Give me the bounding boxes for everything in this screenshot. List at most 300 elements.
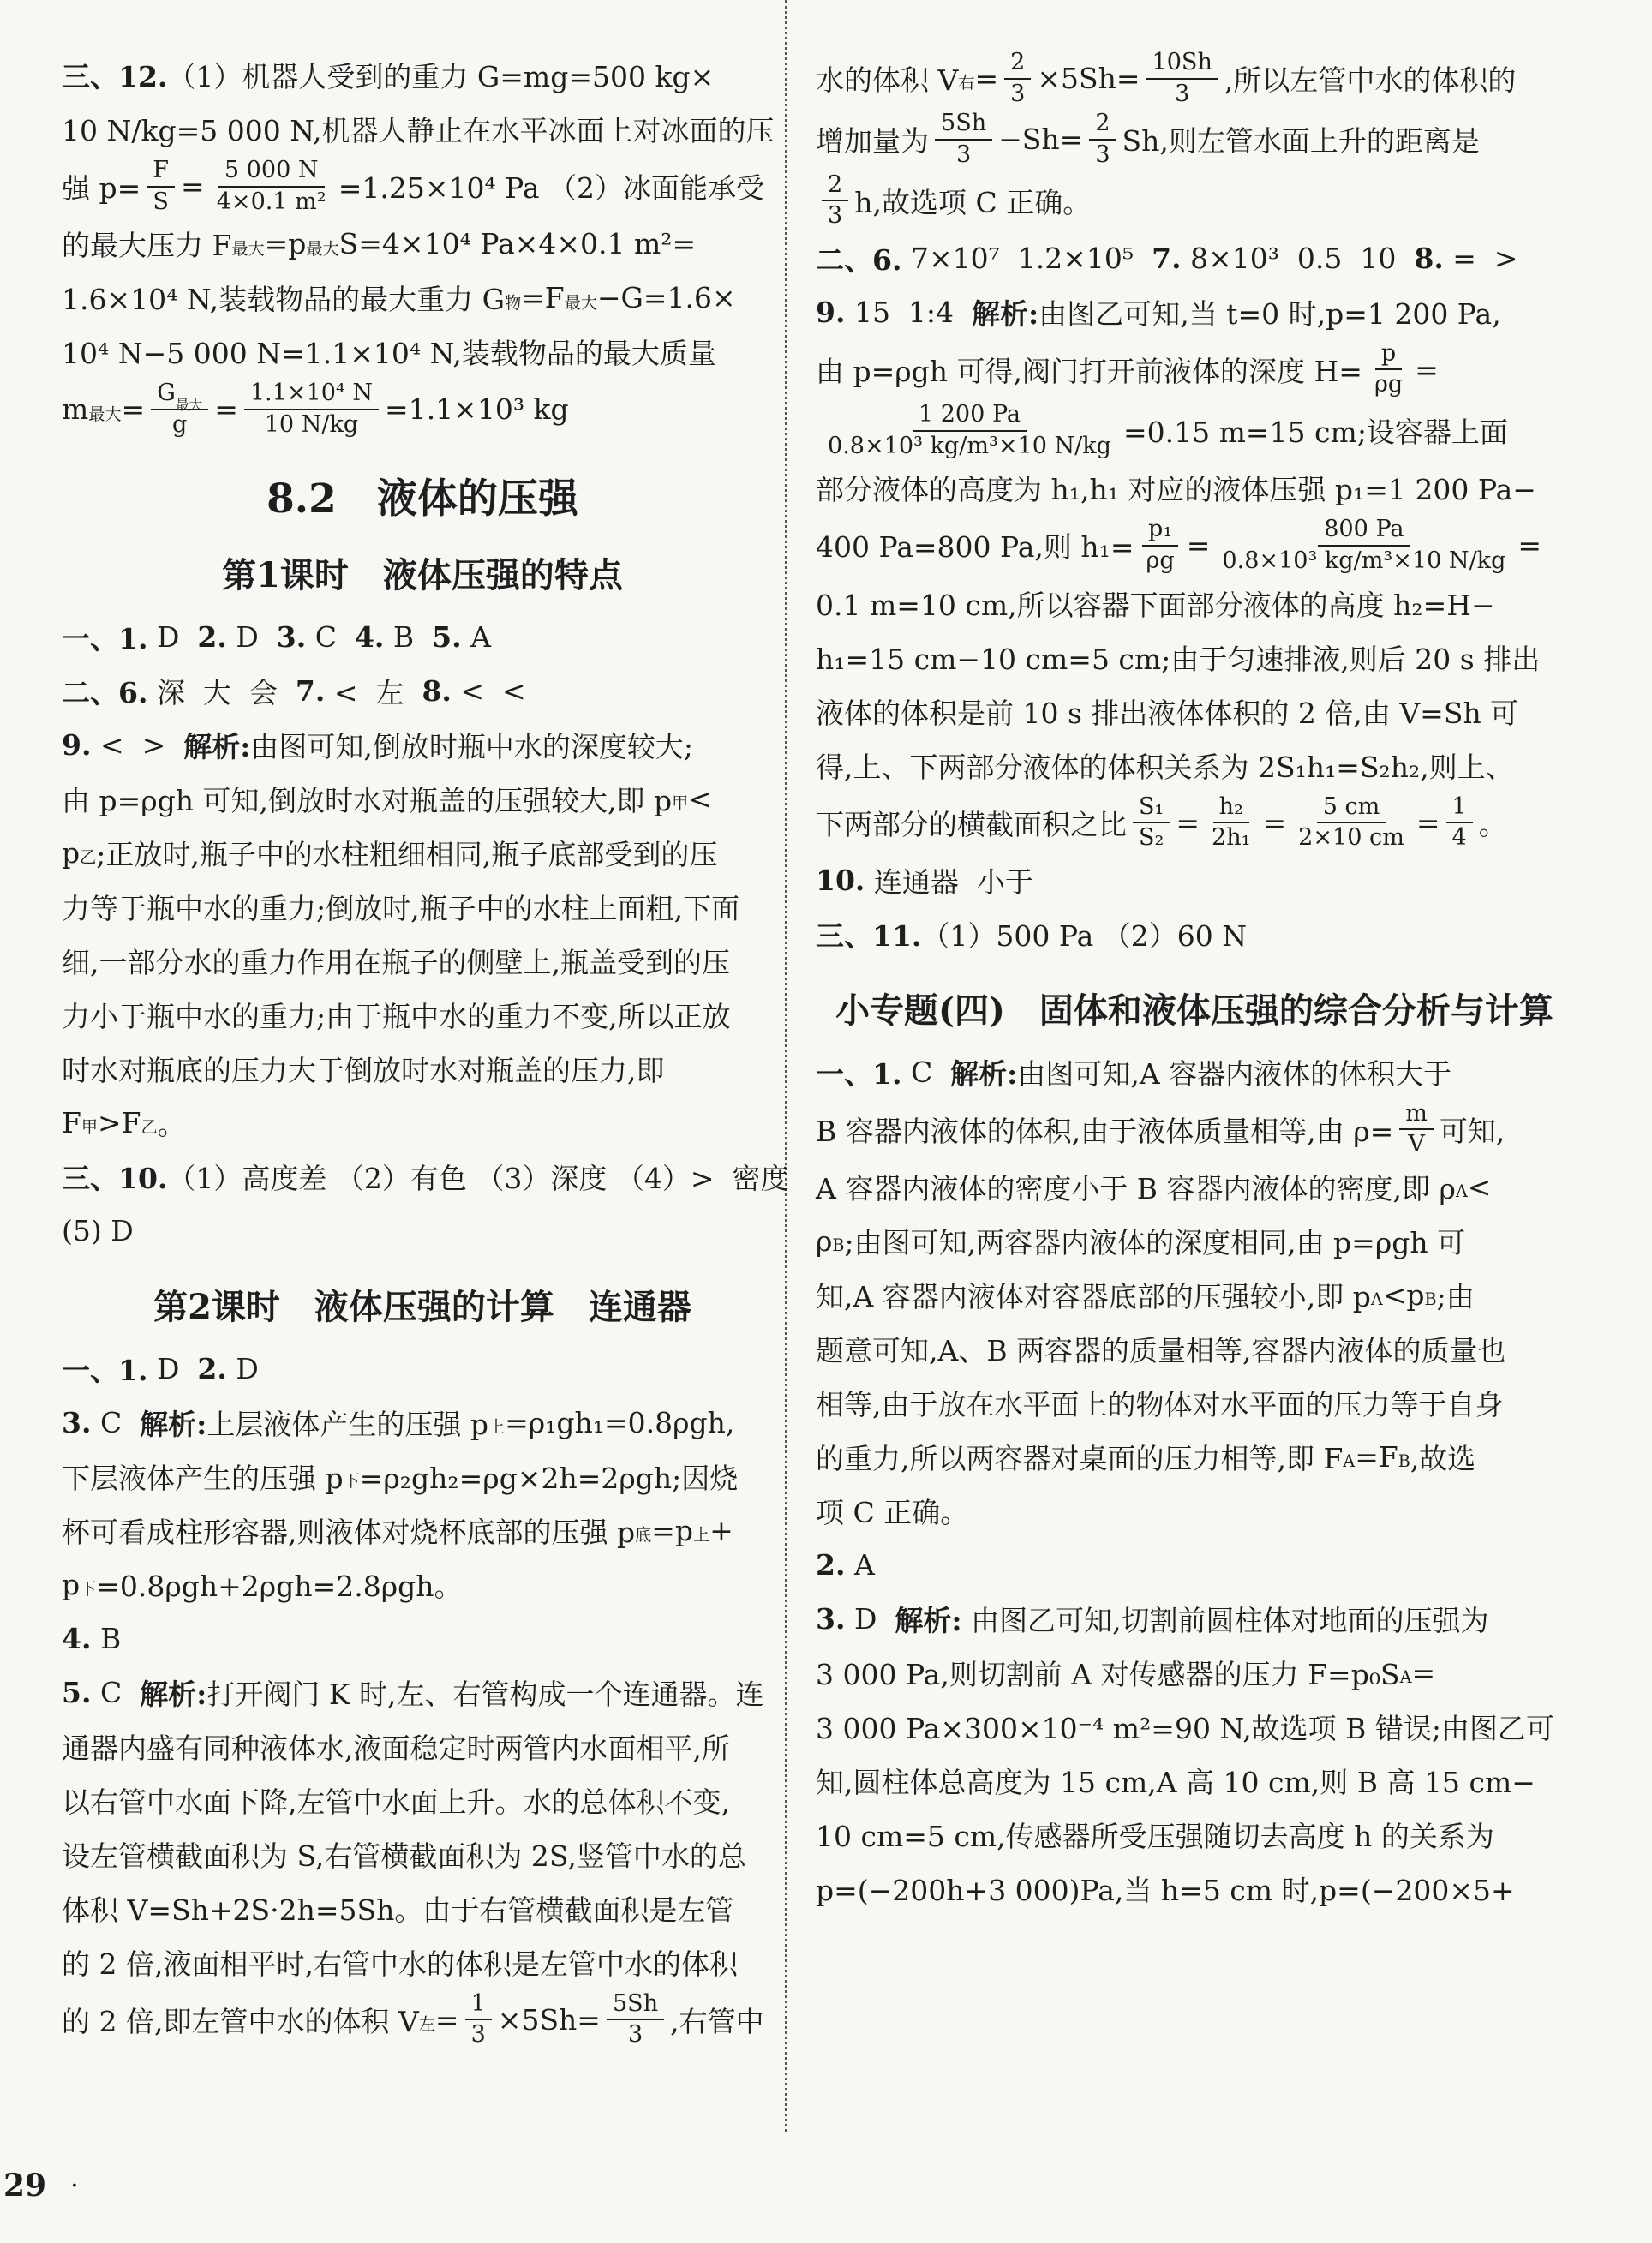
text-line	[816, 400, 1573, 461]
text: < <	[451, 673, 526, 708]
text-line	[62, 102, 783, 156]
text: p	[62, 835, 81, 870]
text-line	[816, 1592, 1573, 1646]
text: 1.6×10⁴ N,装载物品的最大重力 G	[62, 283, 505, 317]
text: 2	[828, 170, 843, 198]
text-line	[816, 461, 1573, 515]
text: 3 000 Pa×300×10⁻⁴ m²=90 N,故选项 B 错误;由图乙可	[816, 1712, 1555, 1745]
subscript: 上	[488, 1416, 506, 1437]
subscript: A	[1343, 1451, 1356, 1472]
text-line	[62, 1504, 783, 1558]
text: 。	[1478, 807, 1507, 841]
text: 连通器 小于	[865, 864, 1033, 899]
text: 0.8×10³ kg/m³×10 N/kg	[1222, 547, 1506, 574]
text: =1.1×10³ kg	[385, 392, 569, 427]
bold-text: 9.	[816, 295, 846, 329]
subscript: A	[1370, 1289, 1383, 1310]
subscript: 最大	[231, 238, 265, 259]
text-line	[62, 934, 783, 988]
text: 相等,由于放在水平面上的物体对水平面的压力等于自身	[816, 1388, 1504, 1421]
text: p	[62, 1567, 81, 1601]
bold-text: 7.	[295, 673, 326, 708]
text: 可知,	[1439, 1114, 1505, 1148]
text: F	[62, 1105, 81, 1139]
text: h₂	[1218, 793, 1243, 820]
text: F	[153, 157, 170, 183]
text: ,故选	[1410, 1442, 1476, 1475]
subscript: 下	[343, 1470, 360, 1491]
text: m	[1405, 1099, 1428, 1127]
fraction	[1089, 109, 1116, 170]
text: p	[1380, 339, 1397, 367]
text: <	[688, 781, 712, 816]
bold-text: 一、1.	[62, 621, 148, 655]
text-line	[816, 1322, 1573, 1376]
text: D	[226, 1351, 259, 1385]
text-line	[816, 853, 1573, 907]
bold-text: 9.	[62, 727, 92, 762]
bold-text: 8.	[1414, 241, 1444, 275]
bold-text: 解析:	[972, 296, 1039, 331]
subscript: 最大	[175, 397, 203, 414]
text-line	[62, 610, 783, 664]
text: 力等于瓶中水的重力;倒放时,瓶子中的水柱上面粗,下面	[62, 891, 740, 925]
subscript: 甲	[672, 793, 689, 813]
text: =ρ₂gh₂=ρg×2h=2ρgh;因烧	[359, 1461, 739, 1495]
text-line	[62, 1989, 783, 2050]
text: 400 Pa=800 Pa,则 h₁=	[816, 530, 1134, 565]
text: =	[1176, 805, 1200, 840]
text: ;由	[1436, 1280, 1475, 1313]
text: C	[306, 619, 355, 654]
fraction	[935, 109, 992, 170]
subscript: 最大	[88, 404, 122, 424]
text: 3	[828, 202, 843, 230]
text-line	[62, 1558, 783, 1612]
text: 3	[1010, 80, 1026, 107]
text: 10 cm=5 cm,传感器所受压强随切去高度 h 的关系为	[816, 1820, 1494, 1853]
text-line	[62, 1204, 783, 1258]
text: 2	[1095, 110, 1110, 137]
text: g	[172, 410, 188, 438]
bold-text: 三、12.	[62, 60, 168, 93]
text: 。	[157, 1107, 186, 1141]
fraction	[1368, 339, 1409, 400]
text: 的重力,所以两容器对桌面的压力相等,即 F	[816, 1442, 1344, 1475]
text: 杯可看成柱形容器,则液体对烧杯底部的压强 p	[62, 1515, 636, 1549]
text: 0.1 m=10 cm,所以容器下面部分液体的高度 h₂=H−	[816, 588, 1495, 622]
text-line	[62, 826, 783, 880]
text: 深 大 会	[147, 675, 296, 709]
text: p=(−200h+3 000)Pa,当 h=5 cm 时,p=(−200×5+	[816, 1874, 1515, 1907]
text: 的最大压力 F	[62, 229, 232, 263]
left-column	[62, 48, 789, 2050]
text: 下层液体产生的压强 p	[62, 1461, 344, 1495]
text: G	[157, 380, 176, 407]
text: D	[147, 619, 198, 654]
text: 以右管中水面下降,左管中水面上升。水的总体积不变,	[62, 1785, 730, 1819]
text: =p	[264, 227, 307, 261]
text-line	[816, 907, 1573, 961]
text: 10 N/kg	[264, 410, 359, 438]
bold-text: 解析:	[183, 729, 251, 763]
text: 增加量为	[816, 124, 929, 159]
bold-text: 2.	[197, 619, 227, 654]
fraction	[1399, 1099, 1434, 1160]
text: S₁	[1139, 793, 1164, 820]
text: h,故选项 C 正确。	[854, 185, 1092, 219]
text: 3	[1175, 80, 1190, 107]
text-line	[816, 739, 1573, 793]
section-heading: 第2课时 液体压强的计算 连通器	[153, 1287, 691, 1327]
text: 1	[1451, 793, 1467, 820]
subscript: 物	[504, 292, 522, 313]
page-footer	[3, 2168, 79, 2204]
text: 3 000 Pa,则切割前 A 对传感器的压力 F=p₀S	[816, 1658, 1400, 1691]
text-line	[816, 793, 1573, 853]
text-line	[62, 48, 783, 102]
text: 5 000 N	[224, 157, 319, 183]
text: =	[121, 392, 146, 427]
subscript: 上	[693, 1524, 710, 1545]
subscript: B	[1398, 1451, 1410, 1472]
text: 1 200 Pa	[918, 401, 1021, 428]
text-line	[62, 880, 783, 934]
subscript: 最大	[564, 292, 597, 313]
text: p₁	[1148, 516, 1173, 543]
subscript: 右	[958, 73, 975, 93]
text-line	[62, 1935, 783, 1989]
text: 3	[470, 2021, 486, 2049]
text: ρg	[1146, 547, 1175, 574]
text-line	[62, 1450, 783, 1504]
text: =	[1416, 805, 1440, 840]
text-line	[816, 109, 1573, 170]
text: 10 N/kg=5 000 N,机器人静止在水平冰面上对冰面的压	[62, 114, 775, 147]
text: ×5Sh=	[497, 2002, 601, 2037]
text: 1	[470, 1989, 486, 2017]
text: 由 p=ρgh 可得,阀门打开前液体的深度 H=	[816, 354, 1362, 388]
text: =	[1415, 352, 1439, 386]
fraction	[822, 170, 848, 231]
bold-text: 三、10.	[62, 1161, 168, 1195]
text: 强 p=	[62, 171, 141, 206]
text-line	[816, 1484, 1573, 1538]
text: 7×10⁷ 1.2×10⁵	[901, 241, 1152, 275]
text-line	[816, 1646, 1573, 1700]
text: 5 cm	[1322, 793, 1380, 820]
bold-text: 一、1.	[62, 1353, 148, 1387]
text-line	[816, 577, 1573, 631]
text: 水的体积 V	[816, 63, 959, 98]
text-line	[816, 1754, 1573, 1808]
text: V	[1408, 1131, 1425, 1158]
text-line	[62, 1150, 789, 1204]
text: =F	[521, 281, 565, 315]
text: 5Sh	[941, 110, 987, 137]
bold-text: 3.	[62, 1405, 92, 1439]
text: ρ	[816, 1224, 833, 1258]
bold-text: 解析:	[950, 1056, 1018, 1091]
text-line	[816, 1160, 1573, 1214]
bold-text: 4.	[62, 1621, 92, 1655]
fraction	[1446, 793, 1473, 853]
subscript: 下	[80, 1578, 97, 1599]
text: 3	[955, 141, 972, 168]
fraction	[1206, 793, 1256, 853]
text: 题意可知,A、B 两容器的质量相等,容器内液体的质量也	[816, 1334, 1506, 1367]
text: 下两部分的横截面积之比	[816, 807, 1127, 841]
text: < 左	[325, 675, 422, 709]
text: S=4×10⁴ Pa×4×0.1 m²=	[338, 227, 697, 261]
text: 由图乙可知,切割前圆柱体对地面的压强为	[961, 1604, 1489, 1637]
text: 2×10 cm	[1298, 824, 1404, 852]
text: Sh,则左管水面上升的距离是	[1122, 124, 1480, 159]
text: +	[709, 1513, 733, 1547]
text-line	[816, 1808, 1573, 1862]
text-line	[62, 1396, 783, 1450]
text: 2h₁	[1212, 824, 1251, 852]
text-line	[816, 685, 1573, 739]
fraction	[211, 156, 332, 217]
bold-text: 三、11.	[816, 918, 922, 953]
text: 800 Pa	[1324, 516, 1404, 543]
bold-text: 一、1.	[816, 1056, 902, 1091]
text: 15 1:4	[845, 295, 973, 329]
text: 知,圆柱体总高度为 15 cm,A 高 10 cm,则 B 高 15 cm−	[816, 1766, 1535, 1799]
text-line	[62, 1666, 783, 1720]
text-line	[62, 1827, 783, 1881]
text-line	[816, 1376, 1573, 1430]
fraction	[244, 379, 379, 440]
text: 通器内盛有同种液体水,液面稳定时两管内水面相平,所	[62, 1731, 730, 1765]
text: 细,一部分水的重力作用在瓶子的侧壁上,瓶盖受到的压	[62, 945, 730, 979]
right-column	[816, 48, 1573, 1916]
text: C	[91, 1675, 141, 1709]
bold-text: 8.	[422, 673, 452, 708]
text: 由 p=ρgh 可知,倒放时水对瓶盖的压强较大,即 p	[62, 783, 673, 817]
text-line	[816, 1430, 1573, 1484]
text: ,所以左管中水的体积的	[1224, 63, 1517, 98]
text-line	[816, 339, 1573, 400]
text-line	[816, 515, 1573, 576]
text: 液体的体积是前 10 s 排出液体体积的 2 倍,由 V=Sh 可	[816, 696, 1519, 730]
text: >F	[98, 1105, 141, 1139]
text-line	[816, 170, 1573, 231]
text: A	[845, 1548, 875, 1582]
text: D	[147, 1351, 198, 1385]
text: 4×0.1 m²	[216, 188, 326, 215]
section-heading: 小专题(四) 固体和液体压强的综合分析与计算	[835, 990, 1553, 1032]
text-line	[62, 156, 783, 217]
fraction	[1216, 515, 1511, 576]
text: =1.25×10⁴ Pa （2）冰面能承受	[338, 171, 765, 206]
subscript: 乙	[80, 846, 97, 867]
text: C	[91, 1405, 141, 1439]
text: D	[226, 619, 277, 654]
text: m	[62, 392, 89, 427]
text: S	[153, 188, 169, 215]
text-line	[816, 1700, 1573, 1754]
subscript: B	[832, 1235, 845, 1256]
text: =	[434, 2002, 459, 2037]
bold-text: 2.	[197, 1351, 227, 1385]
fraction	[607, 1989, 664, 2050]
text: （1）机器人受到的重力 G=mg=500 kg×	[167, 60, 715, 93]
text: 体积 V=Sh+2S·2h=5Sh。由于右管横截面积是左管	[62, 1893, 734, 1927]
text-line	[816, 1862, 1573, 1916]
text: <	[1467, 1170, 1492, 1204]
column-divider	[785, 0, 787, 2132]
text-line	[816, 285, 1573, 339]
text: B 容器内液体的体积,由于液体质量相等,由 ρ=	[816, 1114, 1394, 1148]
text: =p	[651, 1513, 694, 1547]
text-line	[816, 48, 1573, 109]
section-heading: 第1课时 液体压强的特点	[222, 555, 623, 595]
text-line	[816, 1099, 1573, 1160]
text: 的 2 倍,即左管中水的体积 V	[62, 2004, 419, 2038]
subscript: 底	[635, 1524, 652, 1545]
fraction	[1140, 515, 1181, 576]
text: 0.8×10³ kg/m³×10 N/kg	[828, 432, 1111, 459]
bold-text: 二、6.	[62, 675, 148, 709]
text: =	[181, 170, 205, 204]
fraction	[822, 400, 1117, 461]
text-line	[816, 1045, 1573, 1099]
subscript: 最大	[306, 238, 339, 259]
subscript: 甲	[81, 1116, 99, 1137]
fraction	[1004, 48, 1031, 109]
text: 由图可知,A 容器内液体的体积大于	[1017, 1056, 1452, 1091]
text: 项 C 正确。	[816, 1496, 969, 1529]
text: 上层液体产生的压强 p	[206, 1407, 488, 1441]
text: （1）高度差 （2）有色 （3）深度 （4）> 密度	[167, 1161, 789, 1195]
text-line	[62, 271, 783, 325]
fraction	[1146, 48, 1218, 109]
text: <p	[1382, 1278, 1425, 1312]
subscript: A	[1399, 1667, 1412, 1688]
text: =	[974, 62, 999, 96]
text: 得,上、下两部分液体的体积关系为 2S₁h₁=S₂h₂,则上、	[816, 750, 1514, 784]
bold-text: 3.	[276, 619, 307, 654]
bold-text: 7.	[1152, 241, 1182, 275]
text: 力小于瓶中水的重力;由于瓶中水的重力不变,所以正放	[62, 999, 731, 1033]
text: 10⁴ N−5 000 N=1.1×10⁴ N,装载物品的最大质量	[62, 337, 716, 371]
text: 3	[1095, 141, 1110, 168]
text: ;正放时,瓶子中的水柱粗细相同,瓶子底部受到的压	[96, 837, 718, 871]
text: B	[384, 619, 433, 654]
text: =	[1262, 805, 1287, 840]
bold-text: 解析:	[140, 1677, 207, 1711]
footer-dot: ·	[70, 2170, 79, 2201]
text: (5) D	[62, 1213, 134, 1247]
text: 部分液体的高度为 h₁,h₁ 对应的液体压强 p₁=1 200 Pa−	[816, 473, 1536, 507]
subscript: B	[1424, 1289, 1437, 1310]
text: h₁=15 cm−10 cm=5 cm;由于匀速排液,则后 20 s 排出	[816, 642, 1541, 676]
bold-text: 2.	[816, 1548, 846, 1582]
text-line	[62, 379, 783, 440]
bold-text: 解析:	[140, 1407, 207, 1441]
fraction	[1133, 793, 1170, 853]
text: ×5Sh=	[1037, 62, 1140, 96]
bold-text: 二、6.	[816, 242, 902, 277]
fraction	[147, 156, 175, 217]
text: 3	[627, 2021, 643, 2049]
fraction	[1292, 793, 1410, 853]
text: =	[1186, 529, 1211, 563]
bold-text: 5.	[432, 619, 462, 654]
bold-text: 解析:	[895, 1604, 962, 1637]
text-line	[816, 1214, 1573, 1268]
text: ;由图可知,两容器内液体的深度相同,由 p=ρgh 可	[844, 1226, 1466, 1259]
text: < >	[91, 727, 184, 762]
text-line	[816, 1268, 1573, 1322]
text: 知,A 容器内液体对容器底部的压强较小,即 p	[816, 1280, 1371, 1313]
text: 由图可知,倒放时瓶中水的深度较大;	[250, 729, 693, 763]
text: 打开阀门 K 时,左、右管构成一个连通器。连	[206, 1677, 764, 1711]
text: 8×10³ 0.5 10	[1181, 241, 1415, 275]
text-line	[816, 1538, 1573, 1592]
bold-text: 5.	[62, 1675, 92, 1709]
text: =0.8ρgh+2ρgh=2.8ρgh。	[96, 1569, 463, 1603]
subscript: A	[1455, 1181, 1468, 1202]
text: =	[1411, 1656, 1436, 1690]
bold-text: 4.	[354, 619, 385, 654]
text-line	[62, 1096, 783, 1150]
text: ,右管中	[670, 2004, 764, 2038]
text: =	[214, 392, 238, 427]
text-line	[62, 718, 783, 772]
text: 2	[1010, 49, 1026, 75]
text: 10Sh	[1152, 49, 1212, 75]
text: 5Sh	[612, 1989, 659, 2017]
text: 由图乙可知,当 t=0 时,p=1 200 Pa,	[1038, 296, 1501, 331]
text: =ρ₁gh₁=0.8ρgh,	[505, 1405, 735, 1439]
bold-text: 10.	[816, 863, 865, 897]
bold-text: 3.	[816, 1602, 846, 1636]
text: （1）500 Pa （2）60 N	[921, 918, 1248, 953]
text: = >	[1443, 241, 1518, 275]
text-line	[62, 325, 783, 379]
fraction	[151, 379, 208, 440]
text: D	[845, 1602, 895, 1636]
text: ρg	[1374, 371, 1404, 398]
section-heading: 8.2 液体的压强	[266, 476, 578, 523]
text: C	[901, 1055, 951, 1089]
text: 1.1×10⁴ N	[249, 380, 374, 407]
page-number: 29	[3, 2168, 47, 2204]
text-line	[62, 988, 783, 1042]
text-line	[62, 1881, 783, 1935]
text: −Sh=	[998, 123, 1084, 157]
text: 时水对瓶底的压力大于倒放时水对瓶盖的压力,即	[62, 1053, 665, 1087]
text: A	[461, 619, 491, 654]
text: 设左管横截面积为 S,右管横截面积为 2S,竖管中水的总	[62, 1839, 746, 1873]
text-line	[62, 1612, 783, 1666]
text-line	[62, 1720, 783, 1773]
text-line	[62, 664, 783, 718]
fraction	[465, 1989, 492, 2050]
text-line	[62, 1042, 783, 1096]
subscript: 左	[418, 2013, 435, 2034]
text-line	[62, 1773, 783, 1827]
text: =0.15 m=15 cm;设容器上面	[1123, 416, 1508, 450]
text: 4	[1451, 824, 1467, 852]
text-line	[816, 631, 1573, 685]
text: A 容器内液体的密度小于 B 容器内液体的密度,即 ρ	[816, 1172, 1456, 1205]
text-line	[816, 231, 1573, 285]
text: S₂	[1139, 824, 1164, 852]
